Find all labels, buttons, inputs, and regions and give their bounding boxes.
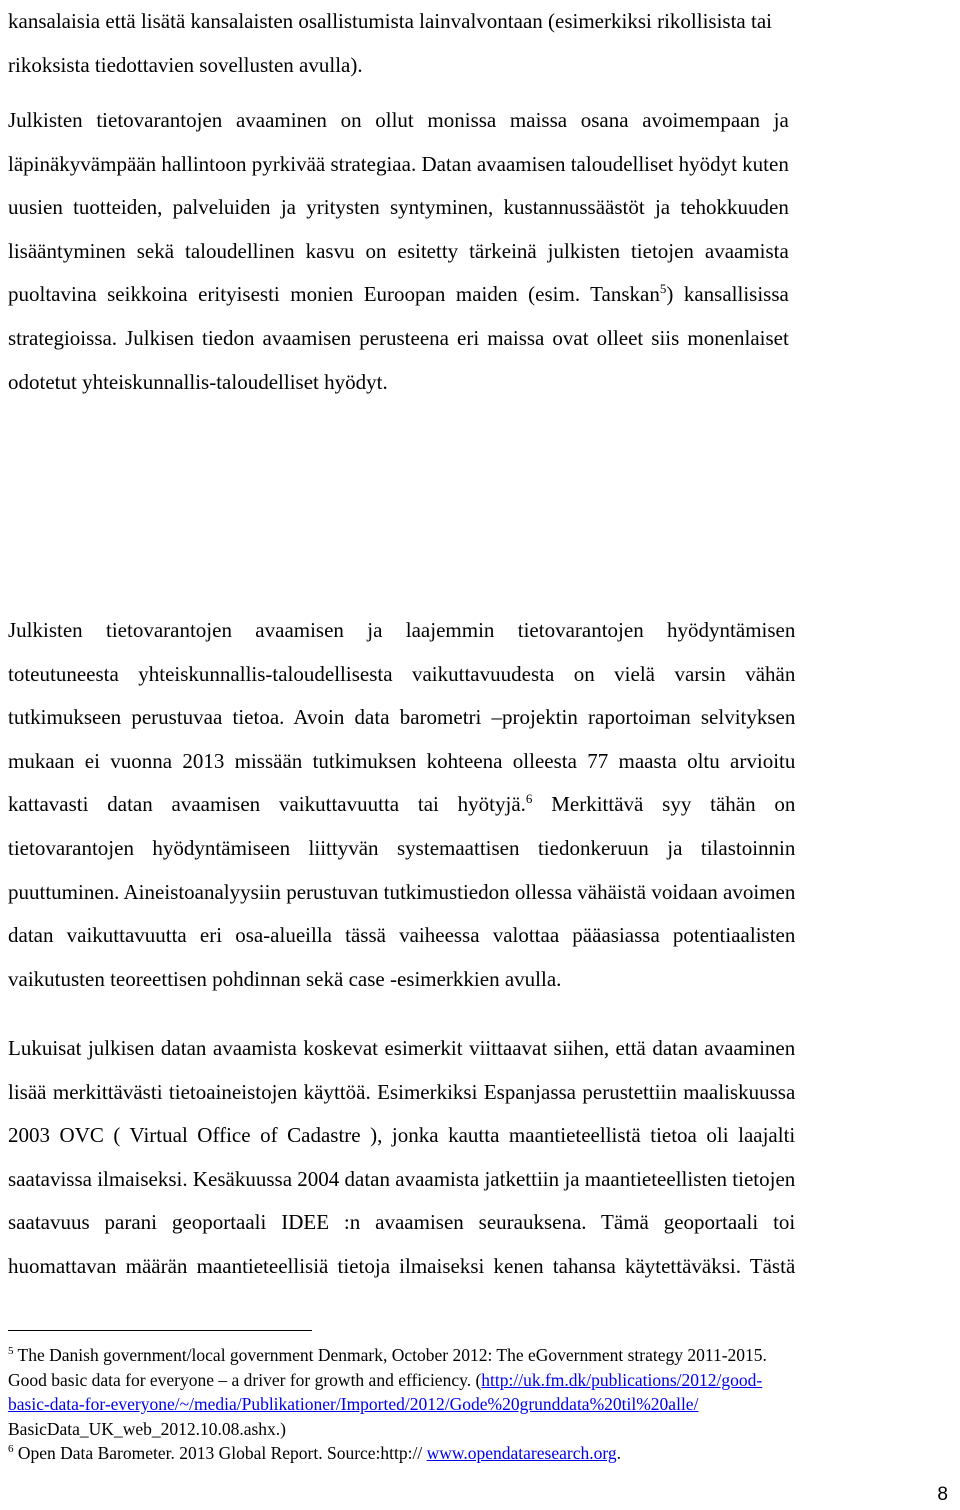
- text-line: uusien tuotteiden, palveluiden ja yritysten syntyminen, kustannussäästöt ja tehokkuuden: [8, 195, 789, 220]
- footnote-5-link[interactable]: http://uk.fm.dk/publications/2012/good-: [481, 1369, 763, 1390]
- text-line: Julkisten tietovarantojen avaamisen ja laajemmin tietovarantojen hyödyntämisen: [8, 618, 796, 642]
- text-line: lisää merkittävästi tietoaineistojen käyttöä. Esimerkiksi Espanjassa perustettiin maaliskuussa: [8, 1079, 796, 1104]
- text-line: [8, 783, 795, 827]
- footnote-ref-5: 5: [659, 281, 667, 297]
- text-line: läpinäkyvämpään hallintoon pyrkivää strategiaa. Datan avaamisen taloudelliset hyödyt kuten: [8, 151, 789, 176]
- footnote-5-line: BasicData_UK_web_2012.10.08.ashx.): [8, 1418, 287, 1439]
- text-line: kansalaisia että lisätä kansalaisten osallistumista lainvalvontaan (esimerkiksi rikollisista tai: [8, 9, 772, 33]
- text-line: odotetut yhteiskunnallis-taloudelliset hyödyt.: [8, 369, 388, 394]
- text-span: ) kansallisissa: [666, 282, 789, 307]
- text-line: Julkisten tietovarantojen avaaminen on ollut monissa maissa osana avoimempaan ja: [8, 108, 789, 132]
- text-line: tutkimukseen perustuvaa tietoa. Avoin data barometri –projektin raportoiman selvityksen: [8, 705, 796, 730]
- text-line: 2003 OVC ( Virtual Office of Cadastre ), jonka kautta maantieteellistä tietoa oli laajalti: [8, 1123, 796, 1148]
- footnote-number-5: 5: [8, 1345, 14, 1357]
- text-line: saatavuus parani geoportaali IDEE :n avaamisen seurauksena. Tämä geoportaali toi: [8, 1210, 796, 1235]
- footnote-5-link-continued[interactable]: basic-data-for-everyone/~/media/Publikationer/Imported/2012/Gode%20grunddata%20til%20alle/: [8, 1394, 699, 1414]
- text-line: datan vaikuttavuutta eri osa-alueilla tässä vaiheessa valottaa pääasiassa potentiaalisten: [8, 923, 796, 948]
- paragraph-1: [8, 0, 772, 87]
- footnote-number-6: 6: [8, 1443, 14, 1455]
- text-span: Merkittävä syy tähän on: [532, 792, 796, 817]
- footnote-6-link[interactable]: www.opendataresearch.org: [426, 1443, 617, 1463]
- footnote-6-line: [8, 1441, 958, 1466]
- text-span: Good basic data for everyone – a driver for growth and efficiency. (: [8, 1369, 482, 1390]
- text-span: .: [616, 1443, 621, 1463]
- footnote-5-line: [8, 1392, 958, 1417]
- text-line: mukaan ei vuonna 2013 missään tutkimuksen kohteena olleesta 77 maasta oltu arvioitu: [8, 748, 796, 773]
- text-line: saatavissa ilmaiseksi. Kesäkuussa 2004 datan avaamista jatkettiin ja maantieteellisten tietojen: [8, 1166, 796, 1191]
- paragraph-3: [8, 609, 795, 1001]
- footnotes: [8, 1343, 958, 1466]
- footnote-5-line: [8, 1368, 958, 1393]
- text-span: Open Data Barometer. 2013 Global Report. Source:http://: [13, 1443, 427, 1463]
- text-line: huomattavan määrän maantieteellisiä tietoja ilmaiseksi kenen tahansa käytettäväksi. Tästä: [8, 1253, 796, 1278]
- text-span: puoltavina seikkoina erityisesti monien Euroopan maiden (esim. Tanskan: [8, 282, 660, 307]
- page-number: 8: [937, 1484, 948, 1505]
- footnote-5-line: [8, 1343, 958, 1368]
- text-line: tietovarantojen hyödyntämiseen liittyvän systemaattisen tiedonkeruun ja tilastoinnin: [8, 835, 796, 860]
- text-line: toteutuneesta yhteiskunnallis-taloudellisesta vaikuttavuudesta on vielä varsin vähän: [8, 661, 796, 686]
- text-span: The Danish government/local government Denmark, October 2012: The eGovernment strategy 2011-2015.: [13, 1345, 767, 1365]
- paragraph-2: [8, 99, 789, 404]
- text-line: rikoksista tiedottavien sovellusten avulla).: [8, 52, 363, 77]
- text-line: [8, 273, 789, 317]
- text-span: kattavasti datan avaamisen vaikuttavuutta tai hyötyjä.: [8, 792, 526, 817]
- paragraph-4: [8, 1027, 795, 1289]
- text-line: strategioissa. Julkisen tiedon avaamisen perusteena eri maissa ovat olleet siis monenlaiset: [8, 325, 789, 350]
- text-line: lisääntyminen sekä taloudellinen kasvu on esitetty tärkeinä julkisten tietojen avaamista: [8, 238, 789, 263]
- footnote-ref-6: 6: [525, 791, 533, 807]
- text-line: puuttuminen. Aineistoanalyysiin perustuvan tutkimustiedon ollessa vähäistä voidaan avoimen: [8, 879, 796, 904]
- footnote-separator: [8, 1330, 312, 1331]
- text-line: vaikutusten teoreettisen pohdinnan sekä case -esimerkkien avulla.: [8, 966, 562, 991]
- text-line: Lukuisat julkisen datan avaamista koskevat esimerkit viittaavat siihen, että datan avaaminen: [8, 1036, 796, 1060]
